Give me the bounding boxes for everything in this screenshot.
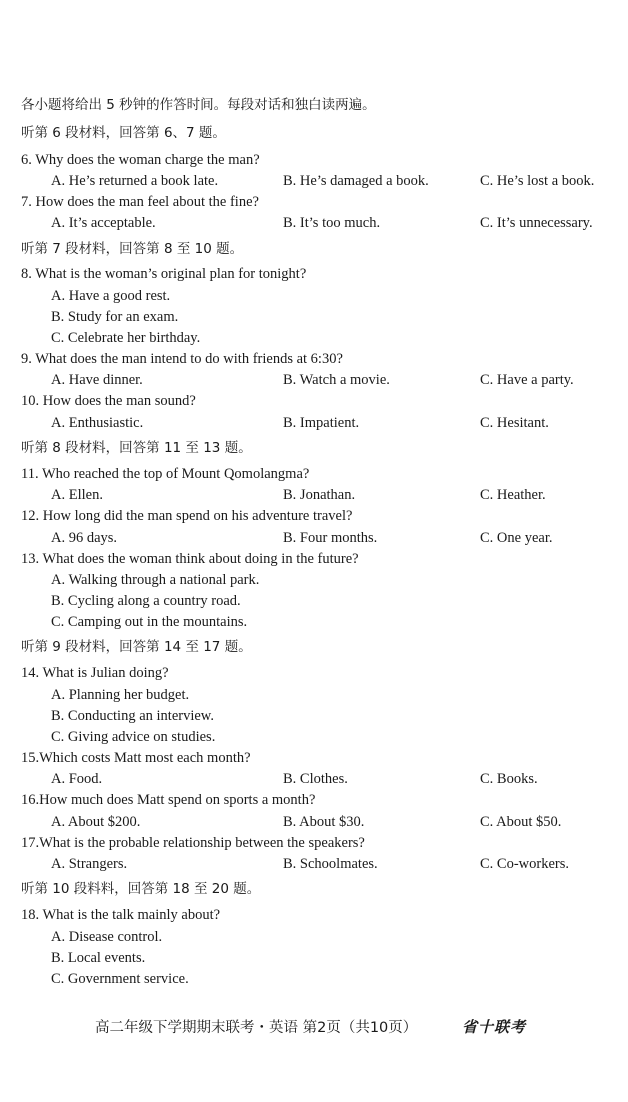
question-8-stem: 8. What is the woman’s original plan for tonight? [21, 266, 307, 282]
question-6-stem: 6. Why does the woman charge the man? [21, 152, 260, 168]
question-13-stem: 13. What does the woman think about doing in the future? [21, 551, 359, 567]
question-13-option-a: A. Walking through a national park. [51, 572, 260, 588]
question-17-option-b: B. Schoolmates. [283, 856, 378, 872]
question-6-option-a: A. He’s returned a book late. [51, 173, 219, 189]
question-18-option-a: A. Disease control. [51, 929, 163, 945]
question-16-option-a: A. About $200. [51, 814, 141, 830]
section-heading-10: 听第 10 段料料，回答第 18 至 20 题。 [21, 881, 261, 897]
section-heading-6: 听第 6 段材料，回答第 6、7 题。 [21, 125, 226, 141]
question-11-option-a: A. Ellen. [51, 487, 103, 503]
question-15-stem: 15.Which costs Matt most each month? [21, 750, 251, 766]
section-heading-8: 听第 8 段材料，回答第 11 至 13 题。 [21, 440, 252, 456]
question-9-option-b: B. Watch a movie. [283, 372, 390, 388]
question-18-stem: 18. What is the talk mainly about? [21, 907, 221, 923]
question-7-option-b: B. It’s too much. [283, 215, 381, 231]
question-8-option-a: A. Have a good rest. [51, 288, 171, 304]
question-11-option-c: C. Heather. [480, 487, 546, 503]
question-14-option-c: C. Giving advice on studies. [51, 729, 216, 745]
question-17-stem: 17.What is the probable relationship between the speakers? [21, 835, 365, 851]
question-12-option-c: C. One year. [480, 530, 553, 546]
question-14-option-a: A. Planning her budget. [51, 687, 190, 703]
question-10-option-b: B. Impatient. [283, 415, 360, 431]
question-8-option-c: C. Celebrate her birthday. [51, 330, 201, 346]
question-16-stem: 16.How much does Matt spend on sports a month? [21, 792, 316, 808]
question-17-option-c: C. Co-workers. [480, 856, 570, 872]
question-18-option-b: B. Local events. [51, 950, 146, 966]
intro-text: 各小题将给出 5 秒钟的作答时间。每段对话和独白读两遍。 [21, 97, 376, 113]
question-17-option-a: A. Strangers. [51, 856, 128, 872]
page-footer: 高二年级下学期期末联考・英语 第2页（共10页） [95, 1020, 418, 1036]
question-15-option-b: B. Clothes. [283, 771, 348, 787]
question-6-option-b: B. He’s damaged a book. [283, 173, 429, 189]
question-11-stem: 11. Who reached the top of Mount Qomolangma? [21, 466, 310, 482]
question-12-option-b: B. Four months. [283, 530, 378, 546]
question-11-option-b: B. Jonathan. [283, 487, 356, 503]
question-9-option-c: C. Have a party. [480, 372, 574, 388]
question-16-option-b: B. About $30. [283, 814, 365, 830]
question-15-option-c: C. Books. [480, 771, 538, 787]
question-7-stem: 7. How does the man feel about the fine? [21, 194, 259, 210]
question-9-option-a: A. Have dinner. [51, 372, 143, 388]
question-12-option-a: A. 96 days. [51, 530, 118, 546]
question-10-option-c: C. Hesitant. [480, 415, 549, 431]
question-10-stem: 10. How does the man sound? [21, 393, 196, 409]
question-7-option-a: A. It’s acceptable. [51, 215, 156, 231]
question-14-stem: 14. What is Julian doing? [21, 665, 169, 681]
question-14-option-b: B. Conducting an interview. [51, 708, 214, 724]
question-15-option-a: A. Food. [51, 771, 103, 787]
question-16-option-c: C. About $50. [480, 814, 562, 830]
question-10-option-a: A. Enthusiastic. [51, 415, 144, 431]
question-8-option-b: B. Study for an exam. [51, 309, 179, 325]
question-6-option-c: C. He’s lost a book. [480, 173, 595, 189]
question-13-option-c: C. Camping out in the mountains. [51, 614, 248, 630]
question-12-stem: 12. How long did the man spend on his adventure travel? [21, 508, 353, 524]
question-7-option-c: C. It’s unnecessary. [480, 215, 593, 231]
brand-logo-text: 省十联考 [462, 1018, 527, 1036]
section-heading-7: 听第 7 段材料，回答第 8 至 10 题。 [21, 241, 244, 257]
question-18-option-c: C. Government service. [51, 971, 189, 987]
section-heading-9: 听第 9 段材料，回答第 14 至 17 题。 [21, 639, 252, 655]
question-9-stem: 9. What does the man intend to do with friends at 6:30? [21, 351, 343, 367]
question-13-option-b: B. Cycling along a country road. [51, 593, 241, 609]
